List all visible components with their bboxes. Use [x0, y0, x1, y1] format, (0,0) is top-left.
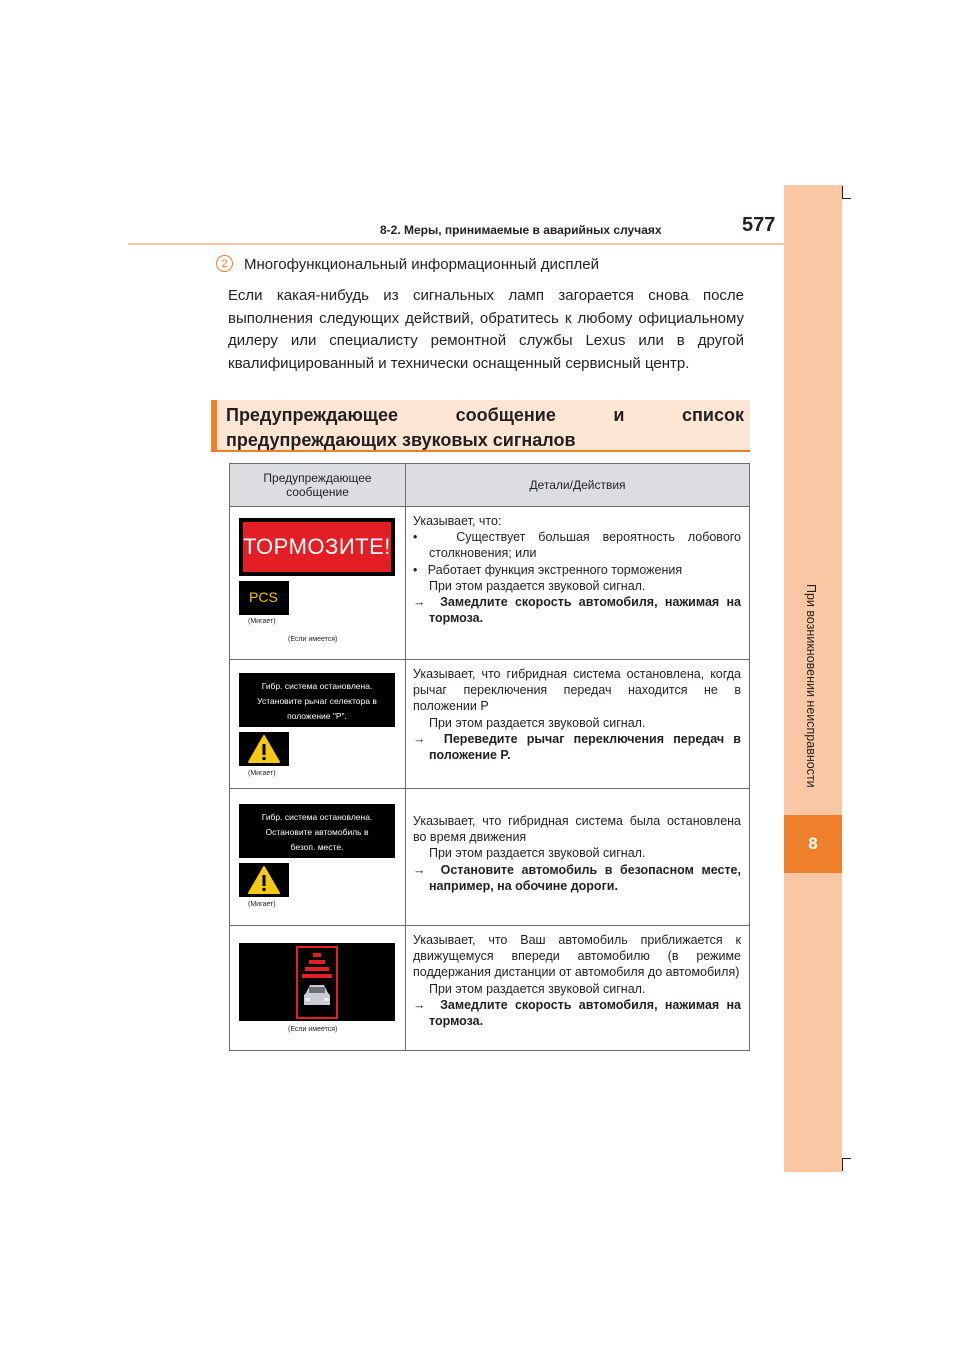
details-cell: [406, 660, 750, 789]
display-line: положение "P".: [287, 711, 347, 721]
display-line: безоп. месте.: [290, 842, 344, 852]
car-approach-icon: [239, 943, 395, 1021]
display-line: Гибр. система остановлена.: [261, 681, 373, 691]
caption-blink: (Мигает): [248, 618, 276, 625]
details-action: → Замедлите скорость автомобиля, нажимая на тормоза.: [413, 595, 741, 626]
details-intro: Указывает, что Ваш автомобиль приближается к движущемуся впереди автомобилю (в режиме поддержания дистанции от автомобиля до автомобиля): [413, 933, 741, 980]
message-cell: [230, 507, 406, 660]
details-cell: [406, 507, 750, 660]
details-intro: Указывает, что гибридная система была остановлена во время движения: [413, 814, 741, 845]
item-paragraph: Если какая-нибудь из сигнальных ламп загорается снова после выполнения следующих действий, обратитесь к любому официальному дилеру или специалисту ремонтной службы Lexus или в другой квалифицированный и технически оснащенный сервисный центр.: [228, 287, 744, 372]
details-sound: При этом раздается звуковой сигнал.: [429, 715, 646, 730]
message-cell: [230, 926, 406, 1051]
details-bullet: • Существует большая вероятность лобового столкновения; или: [413, 530, 742, 561]
hybrid-stopped-display: [239, 673, 395, 727]
crop-mark-top: [842, 186, 851, 199]
arrow-icon: →: [413, 862, 426, 877]
col-header-message: Предупреждающее сообщение: [230, 464, 406, 507]
details-action: → Остановите автомобиль в безопасном месте, например, на обочине дороги.: [413, 862, 741, 893]
details-action: → Замедлите скорость автомобиля, нажимая на тормоза.: [413, 997, 741, 1029]
pcs-indicator-text: PCS: [249, 589, 278, 605]
arrow-icon: →: [413, 997, 426, 1012]
details-sound: При этом раздается звуковой сигнал.: [429, 846, 646, 861]
message-cell: [230, 660, 406, 789]
details-cell: [406, 926, 750, 1051]
item-number-badge: 2: [216, 255, 233, 272]
details-intro: Указывает, что:: [413, 514, 502, 528]
caption-if-equipped: (Если имеется): [288, 636, 338, 643]
details-action: → Переведите рычаг переключения передач в положение P.: [413, 731, 741, 763]
caption-blink: (Мигает): [248, 901, 276, 908]
table-row: [230, 660, 750, 789]
chapter-number: 8: [784, 815, 842, 873]
table-row: [230, 789, 750, 926]
details-bullet: • Работает функция экстренного торможения: [413, 562, 683, 577]
details-intro: Указывает, что гибридная система остановлена, когда рычаг переключения передач находится не в положении P: [413, 667, 741, 714]
section-header: 8-2. Меры, принимаемые в аварийных случаях: [380, 223, 662, 237]
caption-blink: (Мигает): [248, 770, 276, 777]
table-row: [230, 507, 750, 660]
caption-if-equipped: (Если имеется): [288, 1026, 338, 1033]
arrow-icon: →: [413, 731, 426, 746]
warning-triangle-icon: [239, 732, 289, 766]
approach-warning-display: [239, 943, 395, 1021]
item-heading: Многофункциональный информационный дисплей: [244, 256, 600, 273]
pcs-indicator: [239, 581, 289, 615]
display-line: Гибр. система остановлена.: [261, 812, 373, 822]
brake-warning-text: ТОРМОЗИТЕ!: [243, 534, 391, 559]
warning-table: [229, 463, 750, 1051]
details-sound: При этом раздается звуковой сигнал.: [429, 578, 646, 593]
page-number: 577: [742, 214, 776, 236]
display-line: Установите рычаг селектора в: [257, 696, 377, 706]
details-sound: При этом раздается звуковой сигнал.: [429, 981, 646, 996]
message-cell: [230, 789, 406, 926]
brake-warning-display: [239, 518, 395, 576]
display-line: Остановите автомобиль в: [265, 827, 369, 837]
col-header-details: Детали/Действия: [406, 464, 750, 507]
details-cell: [406, 789, 750, 926]
crop-mark-bottom: [842, 1158, 851, 1171]
hybrid-stopped-driving-display: [239, 804, 395, 858]
table-row: [230, 926, 750, 1051]
warning-triangle-icon: [239, 863, 289, 897]
chapter-tab-label: При возникновении неисправности: [804, 584, 818, 788]
arrow-icon: →: [413, 595, 426, 610]
header-rule: [128, 243, 784, 245]
section-title: Предупреждающее сообщение и список предупреждающих звуковых сигналов: [226, 405, 744, 450]
